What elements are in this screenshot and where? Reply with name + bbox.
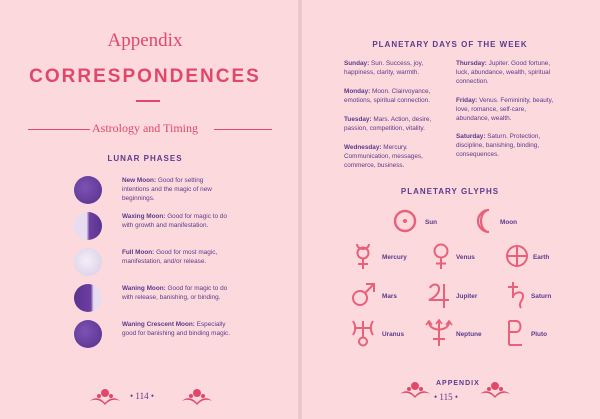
floral-ornament-icon <box>478 378 512 400</box>
venus-glyph-icon <box>426 241 456 271</box>
day-tuesday: Tuesday: Mars. Action, desire, passion, competition, vitality. <box>344 116 432 132</box>
moon-glyph-icon <box>470 206 500 236</box>
floral-ornament-icon <box>88 385 122 407</box>
glyph-label: Jupiter <box>456 293 478 300</box>
sun-glyph-icon <box>390 206 420 236</box>
page-number-left: • 114 • <box>130 391 154 401</box>
full-moon-icon <box>74 248 102 276</box>
phase-waxing-moon <box>74 212 284 248</box>
glyph-label: Mercury <box>382 254 407 261</box>
mars-glyph-icon <box>348 280 378 310</box>
phase-waning-moon <box>74 284 284 320</box>
planetary-days-heading: PLANETARY DAYS OF THE WEEK <box>372 40 528 49</box>
phase-new-moon <box>74 176 284 212</box>
glyph-label: Uranus <box>382 331 405 338</box>
glyph-label: Sun <box>425 219 438 226</box>
day-sunday: Sunday: Sun. Success, joy, happiness, clarity, warmth. <box>344 60 424 76</box>
neptune-glyph-icon <box>424 318 454 348</box>
day-friday: Friday: Venus. Femininity, beauty, love, romance, self-care, abundance, wealth. <box>456 97 554 122</box>
phase-description: New Moon: Good for setting intentions and the magic of new beginnings. <box>122 177 212 202</box>
day-monday: Monday: Moon. Clairvoyance, emotions, spiritual connection. <box>344 88 431 104</box>
new-moon-icon <box>74 176 102 204</box>
glyph-label: Neptune <box>456 331 482 338</box>
glyph-label: Venus <box>456 254 475 261</box>
right-page <box>300 0 600 419</box>
running-head: APPENDIX <box>436 380 480 387</box>
page-number-right: • 115 • <box>434 392 458 402</box>
mercury-glyph-icon <box>348 241 378 271</box>
phase-description: Waxing Moon: Good for magic to do with growth and manifestation. <box>122 213 227 229</box>
day-wednesday: Wednesday: Mercury. Communication, messages, commerce, business. <box>344 144 423 169</box>
waxing-moon-icon <box>74 212 102 240</box>
waning-moon-icon <box>74 284 102 312</box>
pluto-glyph-icon <box>500 318 530 348</box>
floral-ornament-icon <box>180 385 214 407</box>
phase-description: Full Moon: Good for most magic, manifestation, and/or release. <box>122 249 218 265</box>
saturn-glyph-icon <box>502 280 532 310</box>
day-thursday: Thursday: Jupiter. Good fortune, luck, abundance, wealth, spiritual connection. <box>456 60 551 85</box>
glyph-label: Pluto <box>531 331 547 338</box>
jupiter-glyph-icon <box>424 280 454 310</box>
day-saturday: Saturday: Saturn. Protection, discipline, banishing, binding, consequences. <box>456 133 541 158</box>
floral-ornament-icon <box>398 378 432 400</box>
uranus-glyph-icon <box>348 318 378 348</box>
lunar-phases-heading: LUNAR PHASES <box>107 154 183 163</box>
appendix-title: Appendix <box>107 30 183 51</box>
correspondences-title: CORRESPONDENCES <box>29 66 261 87</box>
phase-waning-crescent-moon <box>74 320 284 356</box>
phase-description: Waning Moon: Good for magic to do with release, banishing, or binding. <box>122 285 228 301</box>
section-title: Astrology and Timing <box>91 121 199 135</box>
diamond-icon: • <box>148 391 154 401</box>
earth-glyph-icon <box>502 241 532 271</box>
diamond-icon: • <box>130 391 136 401</box>
waning-crescent-moon-icon <box>74 320 102 348</box>
phase-description: Waning Crescent Moon: Especially good for banishing and binding magic. <box>122 321 231 337</box>
diamond-icon: • <box>434 392 440 402</box>
title-rule <box>136 100 160 102</box>
glyph-label: Mars <box>382 293 397 300</box>
glyph-label: Saturn <box>531 293 552 300</box>
glyph-label: Moon <box>500 219 518 226</box>
section-rule-right <box>214 129 272 130</box>
glyph-label: Earth <box>533 254 550 261</box>
diamond-icon: • <box>452 392 458 402</box>
planetary-glyphs-heading: PLANETARY GLYPHS <box>400 187 500 196</box>
phase-full-moon <box>74 248 284 284</box>
